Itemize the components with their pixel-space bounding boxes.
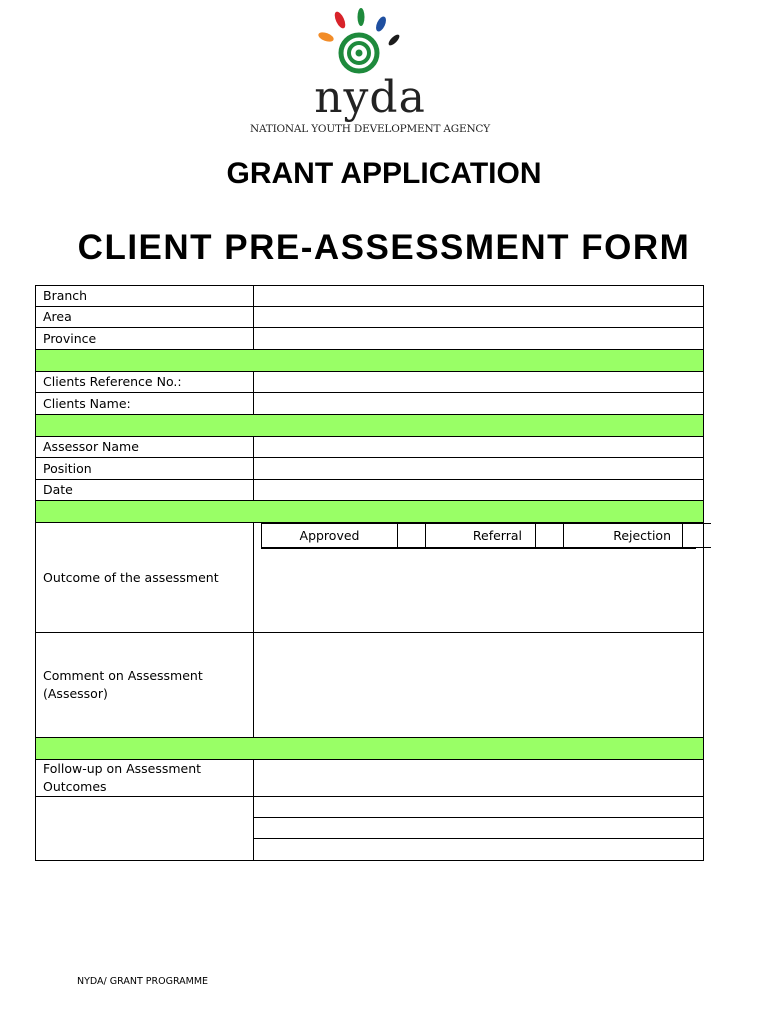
position-row xyxy=(36,458,704,480)
date-field[interactable] xyxy=(254,480,704,501)
province-field[interactable] xyxy=(254,328,704,350)
followup-label-line2: Outcomes xyxy=(43,779,107,794)
province-label: Province xyxy=(36,328,254,350)
followup-line-3[interactable] xyxy=(254,839,703,860)
followup-extra-label xyxy=(36,797,254,861)
position-field[interactable] xyxy=(254,458,704,480)
section-divider xyxy=(36,415,704,437)
page-footer: NYDA/ GRANT PROGRAMME xyxy=(77,976,209,987)
comment-label xyxy=(36,633,254,738)
followup-label xyxy=(36,760,254,797)
approved-checkbox[interactable] xyxy=(398,524,426,548)
followup-line-2[interactable] xyxy=(254,818,703,839)
area-label: Area xyxy=(36,307,254,328)
area-row xyxy=(36,307,704,328)
branch-field[interactable] xyxy=(254,286,704,307)
section-divider xyxy=(36,350,704,372)
section-divider xyxy=(36,501,704,523)
followup-field[interactable] xyxy=(254,760,704,797)
outcome-notes-field[interactable] xyxy=(261,548,696,632)
comment-row xyxy=(36,633,704,738)
followup-line-1[interactable] xyxy=(254,797,703,818)
outcome-row xyxy=(36,523,704,633)
assessor-name-label: Assessor Name xyxy=(36,437,254,458)
comment-field[interactable] xyxy=(254,633,704,738)
approved-label: Approved xyxy=(262,524,398,548)
logo-wordmark: nyda xyxy=(314,72,426,123)
date-row xyxy=(36,480,704,501)
followup-row xyxy=(36,760,704,797)
rejection-label: Rejection xyxy=(564,524,683,548)
section-divider xyxy=(36,738,704,760)
branch-row xyxy=(36,286,704,307)
referral-label: Referral xyxy=(426,524,536,548)
comment-label-line2: (Assessor) xyxy=(43,686,108,701)
assessor-name-row xyxy=(36,437,704,458)
client-reference-row xyxy=(36,372,704,393)
logo-agency-name: NATIONAL YOUTH DEVELOPMENT AGENCY xyxy=(249,123,491,135)
form-title: CLIENT PRE-ASSESSMENT FORM xyxy=(77,228,691,267)
client-reference-field[interactable] xyxy=(254,372,704,393)
followup-extra-row xyxy=(36,797,704,861)
pre-assessment-form xyxy=(35,285,704,861)
outcome-label: Outcome of the assessment xyxy=(36,523,254,633)
area-field[interactable] xyxy=(254,307,704,328)
client-name-label: Clients Name: xyxy=(36,393,254,415)
followup-label-line1: Follow-up on Assessment xyxy=(43,761,202,776)
assessor-name-field[interactable] xyxy=(254,437,704,458)
client-reference-label: Clients Reference No.: xyxy=(36,372,254,393)
province-row xyxy=(36,328,704,350)
branch-label: Branch xyxy=(36,286,254,307)
position-label: Position xyxy=(36,458,254,480)
rejection-checkbox[interactable] xyxy=(683,524,711,548)
nyda-logo xyxy=(240,6,500,138)
referral-checkbox[interactable] xyxy=(536,524,564,548)
client-name-row xyxy=(36,393,704,415)
client-name-field[interactable] xyxy=(254,393,704,415)
comment-label-line1: Comment on Assessment xyxy=(43,668,203,683)
page-title: GRANT APPLICATION xyxy=(226,157,542,190)
date-label: Date xyxy=(36,480,254,501)
outcome-options xyxy=(261,523,711,548)
